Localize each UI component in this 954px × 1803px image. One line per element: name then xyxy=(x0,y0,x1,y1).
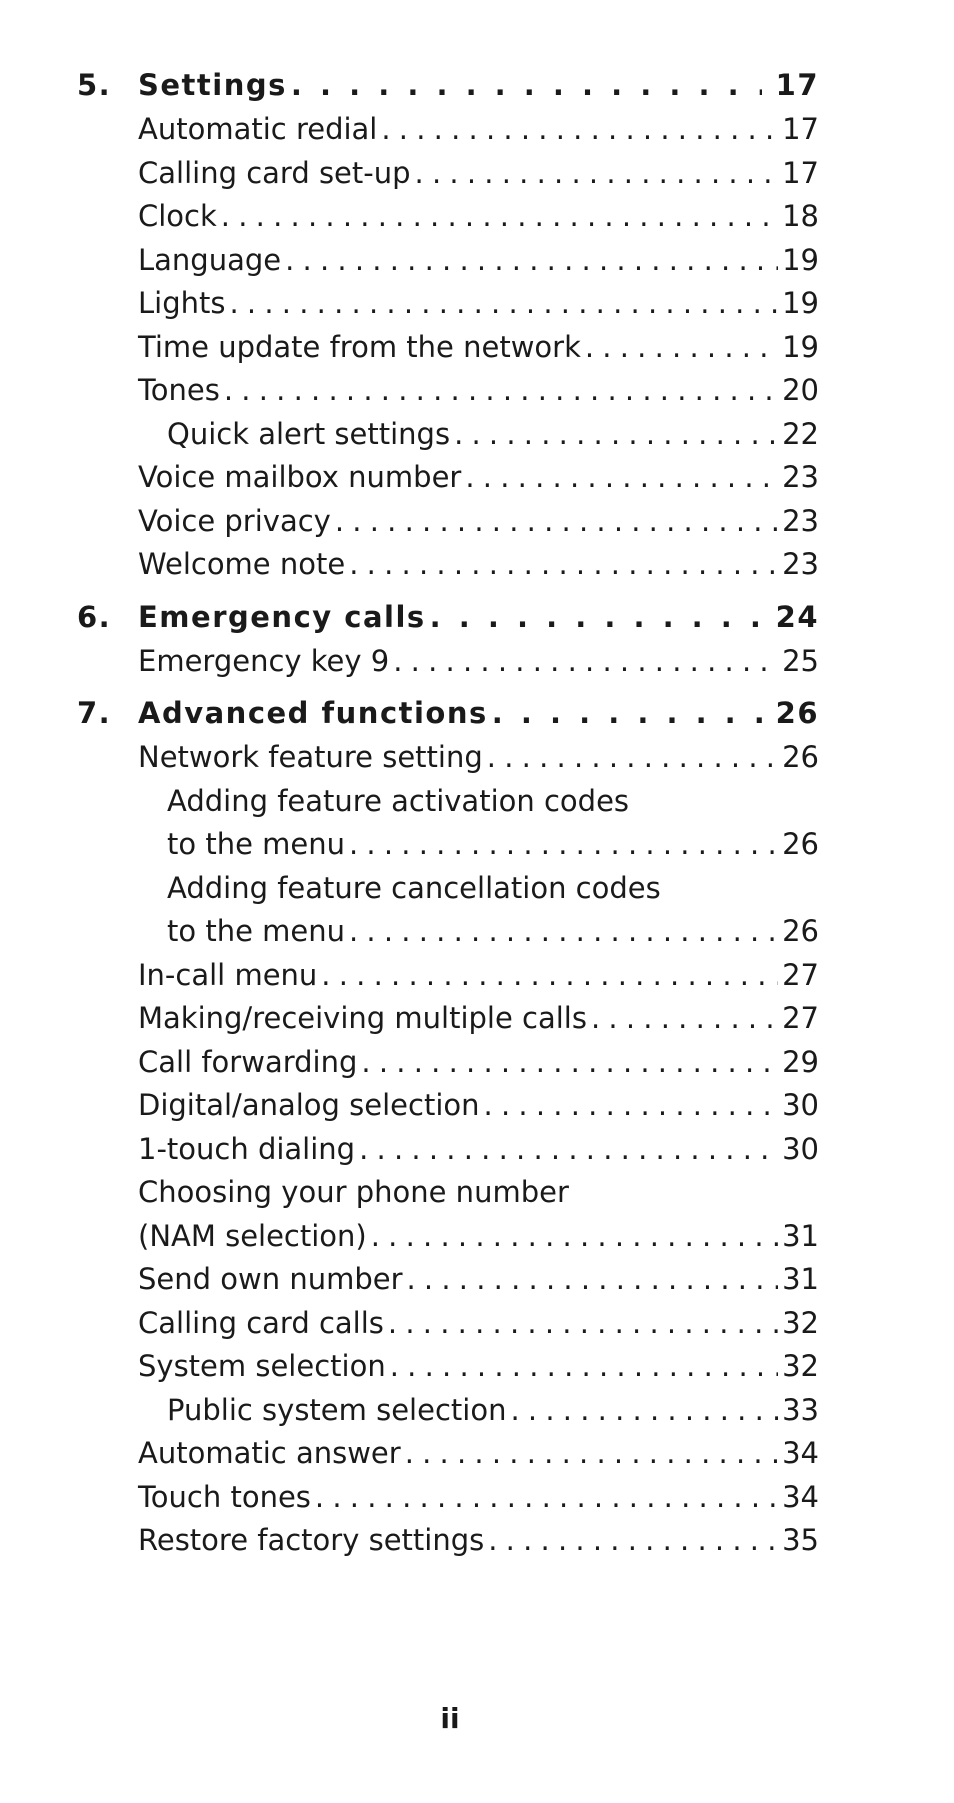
entry-title: Automatic redial xyxy=(77,108,381,152)
page-number: 31 xyxy=(782,1262,819,1296)
entry-title: Calling card calls xyxy=(77,1302,388,1346)
dot-leader xyxy=(407,1258,779,1302)
page-number: 19 xyxy=(782,242,819,277)
page-number: 17 xyxy=(782,155,819,190)
entry-title: Voice privacy xyxy=(77,500,335,544)
chapter-title: Settings xyxy=(77,62,291,108)
page-number: 35 xyxy=(782,1523,819,1557)
page-number: 33 xyxy=(782,1392,819,1427)
toc-entry xyxy=(77,997,819,1041)
dot-leader xyxy=(465,456,778,500)
page-number: 18 xyxy=(782,199,819,233)
dot-leader xyxy=(393,640,778,684)
page-number: 19 xyxy=(782,329,819,364)
entry-title: Making/receiving multiple calls xyxy=(77,997,591,1041)
entry-title: Restore factory settings xyxy=(77,1519,488,1563)
page-number: 34 xyxy=(782,1436,819,1470)
page-number: 24 xyxy=(775,599,819,634)
entry-title: Voice mailbox number xyxy=(77,456,465,500)
dot-leader xyxy=(359,1128,778,1172)
dot-leader xyxy=(585,326,778,370)
toc-chapter-5 xyxy=(77,62,819,108)
dot-leader xyxy=(349,910,778,954)
page-number: 23 xyxy=(782,547,819,581)
toc-subentry-first-line xyxy=(77,867,819,911)
dot-leader xyxy=(487,736,778,780)
toc-subentry xyxy=(77,823,819,867)
toc-chapter-7 xyxy=(77,690,819,736)
dot-leader xyxy=(371,1215,778,1259)
dot-leader xyxy=(488,1519,778,1563)
toc-entry xyxy=(77,543,819,587)
page-number: 26 xyxy=(782,740,819,774)
dot-leader xyxy=(492,690,762,736)
toc-entry xyxy=(77,1041,819,1085)
toc-entry xyxy=(77,282,819,326)
toc-entry xyxy=(77,326,819,370)
entry-title: Touch tones xyxy=(77,1476,315,1520)
dot-leader xyxy=(454,413,778,457)
page-number: 32 xyxy=(782,1305,819,1340)
toc-chapter-6 xyxy=(77,594,819,640)
toc-entry xyxy=(77,640,819,684)
page-number: 26 xyxy=(782,827,819,861)
entry-title: Tones xyxy=(77,369,224,413)
entry-title: System selection xyxy=(77,1345,390,1389)
entry-title-continued: to the menu xyxy=(77,823,349,867)
dot-leader xyxy=(361,1041,778,1085)
chapter-title: Emergency calls xyxy=(77,594,430,640)
dot-leader xyxy=(229,282,778,326)
toc-entry xyxy=(77,239,819,283)
dot-leader xyxy=(591,997,778,1041)
page-number: 22 xyxy=(782,416,819,451)
dot-leader xyxy=(405,1432,778,1476)
toc-entry xyxy=(77,152,819,196)
page-number: 25 xyxy=(782,643,819,678)
page-number: 29 xyxy=(782,1044,819,1079)
toc-entry xyxy=(77,1432,819,1476)
dot-leader xyxy=(415,152,779,196)
toc-entry xyxy=(77,1476,819,1520)
page-number: 32 xyxy=(782,1349,819,1383)
toc-subentry-first-line xyxy=(77,780,819,824)
entry-title: Calling card set-up xyxy=(77,152,415,196)
dot-leader xyxy=(349,543,778,587)
entry-title: Send own number xyxy=(77,1258,407,1302)
entry-title: Digital/analog selection xyxy=(77,1084,484,1128)
chapter-title: Advanced functions xyxy=(77,690,492,736)
toc-entry-first-line xyxy=(77,1171,819,1215)
page-number: 19 xyxy=(782,286,819,320)
dot-leader xyxy=(224,369,778,413)
entry-title: Choosing your phone number xyxy=(77,1171,573,1215)
page-number: 20 xyxy=(782,373,819,407)
entry-title-continued: (NAM selection) xyxy=(77,1215,371,1259)
toc-entry xyxy=(77,456,819,500)
toc-entry xyxy=(77,369,819,413)
toc-entry xyxy=(77,195,819,239)
entry-title: Clock xyxy=(77,195,221,239)
dot-leader xyxy=(430,594,762,640)
page-number: 26 xyxy=(782,914,819,948)
dot-leader xyxy=(381,108,778,152)
dot-leader xyxy=(291,62,762,108)
dot-leader xyxy=(285,239,778,283)
toc-subentry xyxy=(77,910,819,954)
dot-leader xyxy=(335,500,778,544)
page-number: 30 xyxy=(782,1088,819,1122)
entry-title: Automatic answer xyxy=(77,1432,405,1476)
chapter-number: 7. xyxy=(77,696,112,730)
page-number: 34 xyxy=(782,1479,819,1514)
entry-title: Welcome note xyxy=(77,543,349,587)
entry-title: Adding feature activation codes xyxy=(77,780,633,824)
entry-title: Quick alert settings xyxy=(77,413,454,457)
entry-title: Public system selection xyxy=(77,1389,510,1433)
toc-entry xyxy=(77,108,819,152)
toc-entry xyxy=(77,954,819,998)
dot-leader xyxy=(321,954,778,998)
dot-leader xyxy=(388,1302,778,1346)
toc-subentry xyxy=(77,413,819,457)
entry-title: Time update from the network xyxy=(77,326,585,370)
entry-title: Language xyxy=(77,239,285,283)
page-number: 30 xyxy=(782,1131,819,1166)
toc-entry xyxy=(77,1519,819,1563)
page-number: 31 xyxy=(782,1218,819,1253)
entry-title-continued: to the menu xyxy=(77,910,349,954)
entry-title: Adding feature cancellation codes xyxy=(77,867,665,911)
dot-leader xyxy=(221,195,778,239)
toc-subentry xyxy=(77,1389,819,1433)
toc-entry xyxy=(77,1128,819,1172)
page-number: 27 xyxy=(782,1001,819,1035)
toc-entry xyxy=(77,1215,819,1259)
toc-entry xyxy=(77,1258,819,1302)
entry-title: Call forwarding xyxy=(77,1041,361,1085)
chapter-number: 6. xyxy=(77,599,112,634)
page-number: 26 xyxy=(775,696,819,730)
entry-title: Lights xyxy=(77,282,229,326)
page-number: 23 xyxy=(782,503,819,538)
toc-entry xyxy=(77,1084,819,1128)
page-number: 17 xyxy=(782,112,819,146)
toc-entry xyxy=(77,1302,819,1346)
entry-title: In-call menu xyxy=(77,954,321,998)
dot-leader xyxy=(349,823,778,867)
dot-leader xyxy=(510,1389,778,1433)
entry-title: Network feature setting xyxy=(77,736,487,780)
page-number: 17 xyxy=(775,68,819,102)
entry-title: Emergency key 9 xyxy=(77,640,393,684)
page-number: 27 xyxy=(782,957,819,992)
toc-entry xyxy=(77,736,819,780)
dot-leader xyxy=(484,1084,779,1128)
page-folio: ii xyxy=(440,1702,460,1735)
dot-leader xyxy=(315,1476,778,1520)
entry-title: 1-touch dialing xyxy=(77,1128,359,1172)
dot-leader xyxy=(390,1345,778,1389)
table-of-contents xyxy=(77,62,819,1563)
page-number: 23 xyxy=(782,460,819,494)
chapter-number: 5. xyxy=(77,68,112,102)
toc-entry xyxy=(77,1345,819,1389)
toc-entry xyxy=(77,500,819,544)
